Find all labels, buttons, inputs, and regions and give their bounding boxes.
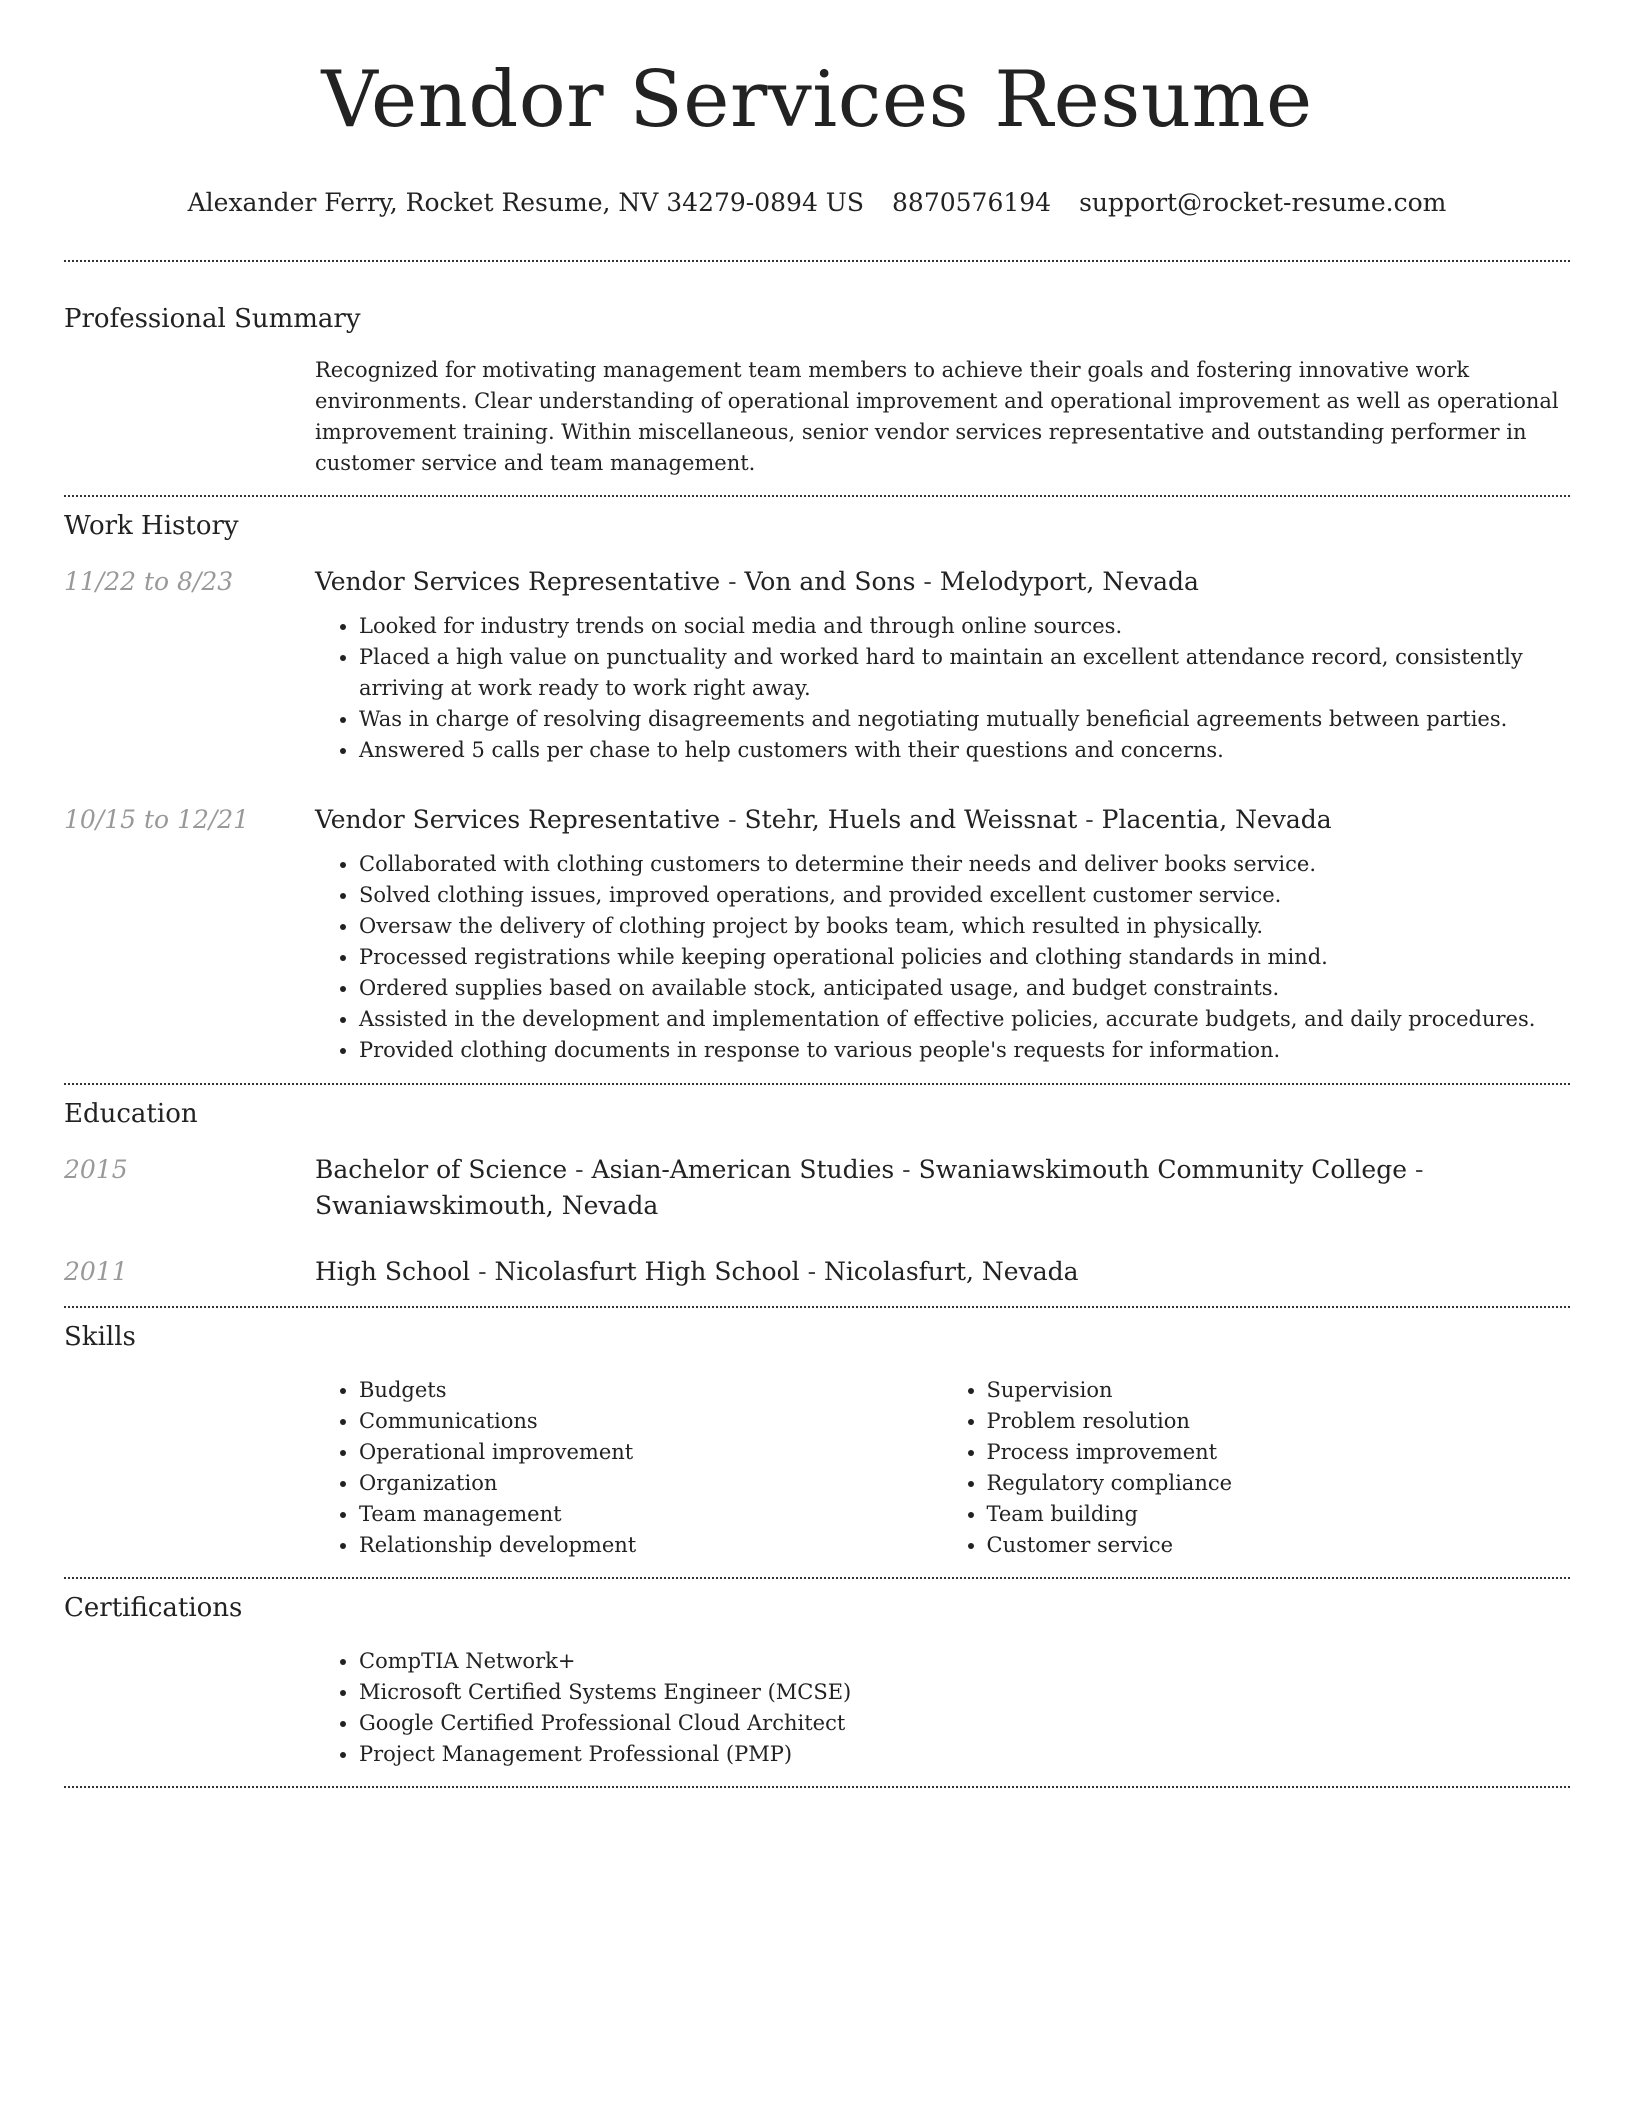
education-location: Nicolasfurt, Nevada (824, 1257, 1079, 1286)
skill-item: • Team building (987, 1499, 1571, 1530)
job-bullets (315, 849, 1570, 1066)
certification-item: • Google Certified Professional Cloud Architect (359, 1708, 1570, 1739)
contact-line (64, 188, 1570, 218)
list-item: • Was in charge of resolving disagreements and negotiating mutually beneficial agreements between parties. (359, 704, 1570, 735)
skill-item: • Supervision (987, 1375, 1571, 1406)
divider (64, 1577, 1570, 1579)
certifications-section (64, 1592, 1570, 1770)
skill-item: • Regulatory compliance (987, 1468, 1571, 1499)
list-item: • Solved clothing issues, improved operations, and provided excellent customer service. (359, 880, 1570, 911)
skill-item: • Problem resolution (987, 1406, 1571, 1437)
skill-item: • Customer service (987, 1530, 1571, 1561)
skills-list-left (315, 1375, 943, 1561)
certification-item: • Microsoft Certified Systems Engineer (MCSE) (359, 1677, 1570, 1708)
contact-address: Alexander Ferry, Rocket Resume, NV 34279-0894 US (187, 188, 865, 217)
education-degree: Bachelor of Science (315, 1155, 568, 1184)
contact-email: support@rocket-resume.com (1079, 188, 1447, 217)
section-title-skills: Skills (64, 1322, 136, 1352)
job-date: 10/15 to 12/21 (64, 805, 250, 834)
education-section (64, 1098, 1570, 1290)
education-entry (64, 1152, 1570, 1224)
skill-item: • Relationship development (359, 1530, 943, 1561)
divider (64, 495, 1570, 497)
list-item: • Oversaw the delivery of clothing project by books team, which resulted in physically. (359, 911, 1570, 942)
job-bullets (315, 611, 1570, 766)
education-heading: High School - Nicolasfurt High School - Nicolasfurt, Nevada (315, 1257, 1079, 1286)
resume-title: Vendor Services Resume (321, 55, 1313, 145)
education-heading: Bachelor of Science - Asian-American Studies - Swaniawskimouth Community College - Swaniawskimouth, Nevada (315, 1155, 1424, 1220)
education-degree: High School (315, 1257, 471, 1286)
list-item: • Processed registrations while keeping operational policies and clothing standards in mind. (359, 942, 1570, 973)
skill-item: • Communications (359, 1406, 943, 1437)
contact-phone: 8870576194 (892, 188, 1052, 217)
job-entry (64, 802, 1570, 1066)
divider (64, 1083, 1570, 1085)
education-school: Swaniawskimouth Community College (918, 1155, 1407, 1184)
list-item: • Collaborated with clothing customers to determine their needs and deliver books service. (359, 849, 1570, 880)
summary-text: Recognized for motivating management team members to achieve their goals and fostering innovative work environments. Clear understanding of operational improvement and operational improvement as well as operational improvement training. Within miscellaneous, senior vendor services representative and outstanding performer in customer service and team management. (315, 358, 1559, 475)
certifications-list (315, 1646, 1570, 1770)
section-title-certifications: Certifications (64, 1593, 243, 1623)
divider (64, 260, 1570, 262)
job-location: Placentia, Nevada (1101, 805, 1332, 834)
skill-item: • Operational improvement (359, 1437, 943, 1468)
work-section (64, 510, 1570, 1066)
education-entry (64, 1254, 1570, 1290)
job-company: Stehr, Huels and Weissnat (744, 805, 1078, 834)
job-role: Vendor Services Representative (315, 567, 721, 596)
list-item: • Provided clothing documents in response to various people's requests for information. (359, 1035, 1570, 1066)
job-heading: Vendor Services Representative - Von and Sons - Melodyport, Nevada (315, 567, 1199, 596)
list-item: • Answered 5 calls per chase to help customers with their questions and concerns. (359, 735, 1570, 766)
job-company: Von and Sons (744, 567, 916, 596)
job-date: 11/22 to 8/23 (64, 567, 234, 596)
certification-item: • CompTIA Network+ (359, 1646, 1570, 1677)
certification-item: • Project Management Professional (PMP) (359, 1739, 1570, 1770)
skill-item: • Budgets (359, 1375, 943, 1406)
job-location: Melodyport, Nevada (939, 567, 1199, 596)
divider (64, 1786, 1570, 1788)
education-date: 2015 (64, 1155, 128, 1184)
list-item: • Assisted in the development and implementation of effective policies, accurate budgets, and daily procedures. (359, 1004, 1570, 1035)
resume-page (64, 0, 1570, 1788)
section-title-summary: Professional Summary (64, 304, 361, 334)
section-title-education: Education (64, 1099, 198, 1129)
summary-section (64, 303, 1570, 479)
list-item: • Placed a high value on punctuality and worked hard to maintain an excellent attendance record, consistently arriving at work ready to work right away. (359, 642, 1570, 704)
list-item: • Looked for industry trends on social media and through online sources. (359, 611, 1570, 642)
job-heading: Vendor Services Representative - Stehr, Huels and Weissnat - Placentia, Nevada (315, 805, 1332, 834)
skill-item: • Organization (359, 1468, 943, 1499)
job-entry (64, 564, 1570, 766)
skills-list-right (943, 1375, 1571, 1561)
job-role: Vendor Services Representative (315, 805, 721, 834)
skills-section (64, 1321, 1570, 1561)
education-location: Swaniawskimouth, Nevada (315, 1191, 659, 1220)
skills-columns (315, 1375, 1570, 1561)
section-title-work: Work History (64, 511, 239, 541)
education-school: Nicolasfurt High School (494, 1257, 800, 1286)
skill-item: • Process improvement (987, 1437, 1571, 1468)
list-item: • Ordered supplies based on available stock, anticipated usage, and budget constraints. (359, 973, 1570, 1004)
divider (64, 1306, 1570, 1308)
education-date: 2011 (64, 1257, 128, 1286)
skill-item: • Team management (359, 1499, 943, 1530)
education-field: Asian-American Studies (591, 1155, 895, 1184)
